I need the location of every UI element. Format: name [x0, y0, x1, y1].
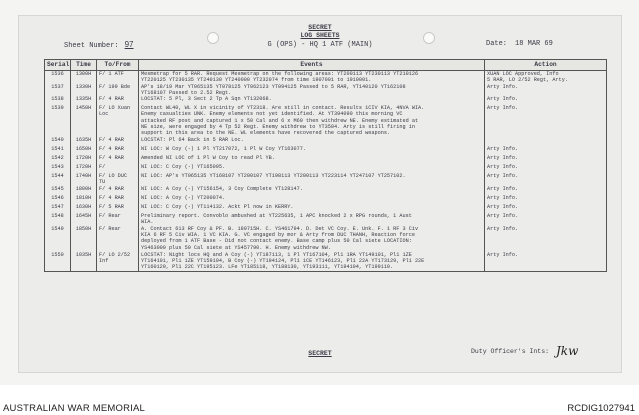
duty-officer-signature: Jkw [556, 344, 579, 358]
action-cell: Arty Info. [485, 155, 607, 164]
to-from-cell: F/ [97, 164, 139, 173]
events-cell: NI LOC: A Coy (-) YT156154, 3 Coy Complete YT128147. [139, 186, 485, 195]
action-cell: Arty Info. [485, 173, 607, 186]
serial-cell: 1540 [45, 137, 71, 146]
serial-cell: 1539 [45, 105, 71, 137]
action-cell: Arty Info. [485, 213, 607, 226]
events-cell: Contact WL40, WL X in vicinity of YT2318. Are still in contact. Results 1CIV KIA, 4NVA WIA. Enemy casualties UNK. Enemy elements not yet identified. At YT394090 this morning VC attacked RF post and captured 1 x 50 Cal and 6 x M60 then withdrew NE. Enemy estimated at NE size, were engaged by 4 Tp 52 Regt. Enemy withdrew to YT3504. Arty is still firing in support in this area to the NE. WL elements have recovered the captured weapons. [139, 105, 485, 137]
events-cell: A. Contact 613 RF Coy & PF. B. 180715H. C. YS461794. D. Det VC Coy. E. Unk. F. 1 RF 3 Civ KIA 6 RF 5 Civ WIA. 1 VC KIA. G. VC engaged by mor & Arty from DUC THANH, Reaction force deployed from 1 ATF Base - Did not contact enemy. Base camp plus 50 Cal siete LOCATION: YS463000 plus 50 Cal siete at YS457790. H. Enemy withdrew NW. [139, 226, 485, 252]
to-from-cell: F/ 4 RAR [97, 195, 139, 204]
action-cell: Arty Info. [485, 186, 607, 195]
serial-cell: 1544 [45, 173, 71, 186]
table-row [45, 155, 607, 164]
column-header: To/From [97, 60, 139, 71]
table-row [45, 105, 607, 137]
table-row [45, 173, 607, 186]
time-cell: 1650H [71, 146, 97, 155]
table-row [45, 195, 607, 204]
table-row [45, 146, 607, 155]
unit-title: G (OPS) - HQ 1 ATF (MAIN) [267, 41, 373, 49]
column-header: Events [139, 60, 485, 71]
time-cell: 1035H [71, 252, 97, 272]
table-row [45, 137, 607, 146]
events-cell: Mesmetrap for 5 RAR. Request Mesmetrap on the following areas: YT200113 YT230113 YT210126 YT220125 YT230135 YT240130 YT240000 YT232074 from time 1907001 to 1919001. [139, 71, 485, 84]
column-header: Serial [45, 60, 71, 71]
action-cell: Arty Info. [485, 252, 607, 272]
to-from-cell: F/ 4 RAR [97, 137, 139, 146]
serial-cell: 1548 [45, 213, 71, 226]
action-cell: Arty Info. [485, 146, 607, 155]
serial-cell: 1547 [45, 204, 71, 213]
to-from-cell: F/ Rear [97, 226, 139, 252]
table-row [45, 204, 607, 213]
action-cell: Arty Info. [485, 226, 607, 252]
column-header: Time [71, 60, 97, 71]
time-cell: 1810H [71, 195, 97, 204]
serial-cell: 1541 [45, 146, 71, 155]
action-cell: Arty Info. [485, 195, 607, 204]
date-label: Date: [486, 40, 508, 48]
to-from-cell: F/ 4 RAR [97, 96, 139, 105]
serial-cell: 1542 [45, 155, 71, 164]
action-cell: XUAN LOC Approved, Info 5 RAR, LO 2/52 Regt, Arty. [485, 71, 607, 84]
column-header: Action [485, 60, 607, 71]
serial-cell: 1537 [45, 84, 71, 97]
table-row [45, 164, 607, 173]
to-from-cell: F/ LO 2/52 Inf [97, 252, 139, 272]
log-table [44, 59, 607, 272]
time-cell: 1720H [71, 155, 97, 164]
time-cell: 1740H [71, 173, 97, 186]
events-cell: Preliminary report. Convoblo ambushed at YT225635, 1 APC knocked 2 x RPG rounds, 1 Aust WIA. [139, 213, 485, 226]
serial-cell: 1546 [45, 195, 71, 204]
events-cell: NI LOC: C Coy (-) YT165095. [139, 164, 485, 173]
time-cell: 1720H [71, 164, 97, 173]
action-cell: Arty Info. [485, 164, 607, 173]
to-from-cell: F/ 4 RAR [97, 155, 139, 164]
date-value: 18 MAR 69 [515, 40, 553, 48]
to-from-cell: F/ 5 RAR [97, 204, 139, 213]
to-from-cell: F/ Rear [97, 213, 139, 226]
events-cell: NI LOC: AP's YT065135 YT168107 YT200107 YT198113 YT200113 YT223114 YT247107 YT257102. [139, 173, 485, 186]
to-from-cell: F/ 199 Bde [97, 84, 139, 97]
table-row [45, 186, 607, 195]
sheet-number-field [64, 40, 134, 50]
serial-cell: 1543 [45, 164, 71, 173]
time-cell: 1630H [71, 204, 97, 213]
events-cell: NI LOC: C Coy (-) YT114132. Ackt Pl now in KERRY. [139, 204, 485, 213]
table-row [45, 84, 607, 97]
events-cell: Amended NI LOC of 1 Pl W Coy to read Pl YB. [139, 155, 485, 164]
events-cell: NI LOC: W Coy (-) 1 Pl YT217072, 1 Pl W Coy YT163077. [139, 146, 485, 155]
to-from-cell: F/ LO Xuan Loc [97, 105, 139, 137]
events-cell: LOCSTAT: Pl 64 Back in 5 RAR Loc. [139, 137, 485, 146]
classification-footer: SECRET [308, 350, 332, 357]
time-cell: 1635H [71, 137, 97, 146]
sheet-number-value: 97 [124, 40, 134, 49]
time-cell: 1850H [71, 226, 97, 252]
table-row [45, 226, 607, 252]
table-header-row [45, 60, 607, 71]
serial-cell: 1536 [45, 71, 71, 84]
events-cell: LOCSTAT: 5 Pl, 3 Sect 2 Tp A Sqn YT132068. [139, 96, 485, 105]
events-cell: AP's 18/19 Mar YT065135 YT078125 YT062123 YT094125 Passed to 5 RAR, YT140120 YT162108 YT168107 Passed to 2.52 Regt. [139, 84, 485, 97]
time-cell: 1330H [71, 84, 97, 97]
to-from-cell: F/ 4 RAR [97, 186, 139, 195]
table-row [45, 96, 607, 105]
action-cell: Arty Info. [485, 96, 607, 105]
time-cell: 1450H [71, 105, 97, 137]
action-cell: Arty Info. [485, 84, 607, 97]
serial-cell: 1545 [45, 186, 71, 195]
action-cell [485, 137, 607, 146]
to-from-cell: F/ 1 ATF [97, 71, 139, 84]
table-row [45, 213, 607, 226]
serial-cell: 1550 [45, 252, 71, 272]
duty-officer-label: Duty Officer's Ints: [471, 348, 550, 355]
table-row [45, 252, 607, 272]
serial-cell: 1538 [45, 96, 71, 105]
serial-cell: 1549 [45, 226, 71, 252]
events-cell: LOCSTAT: Night locs HQ and A Coy (-) YT187113, 1 Pl YT167104, Pl1 1RA YT149101, Pl1 1ZE YT164101, Pl1 1ZE YT159104, B Coy (-) YT194124, Pl1 1CE YT146123, Pl1 22A YT173129, Pl1 22E YT160129, Pl1 22C YT195123. LFe YT185118, YT188130, YT193111, YT194104, YT199110. [139, 252, 485, 272]
events-cell: NI LOC: A Coy (-) YT200074. [139, 195, 485, 204]
log-sheet-page [18, 15, 622, 373]
record-id: RCDIG1027941 [567, 403, 635, 414]
archive-credit: AUSTRALIAN WAR MEMORIAL [3, 403, 146, 414]
to-from-cell: F/ 4 RAR [97, 146, 139, 155]
classification-header: SECRET [308, 24, 332, 31]
time-cell: 1300H [71, 71, 97, 84]
to-from-cell: F/ LO DUC TU [97, 173, 139, 186]
action-cell: Arty Info. [485, 204, 607, 213]
date-field [486, 40, 553, 48]
time-cell: 1645H [71, 213, 97, 226]
log-title: LOG SHEETS [300, 32, 340, 39]
sheet-number-label: Sheet Number: [64, 42, 119, 50]
time-cell: 1800H [71, 186, 97, 195]
time-cell: 1335H [71, 96, 97, 105]
action-cell: Arty Info. [485, 105, 607, 137]
table-row [45, 71, 607, 84]
log-table-body [45, 71, 607, 272]
